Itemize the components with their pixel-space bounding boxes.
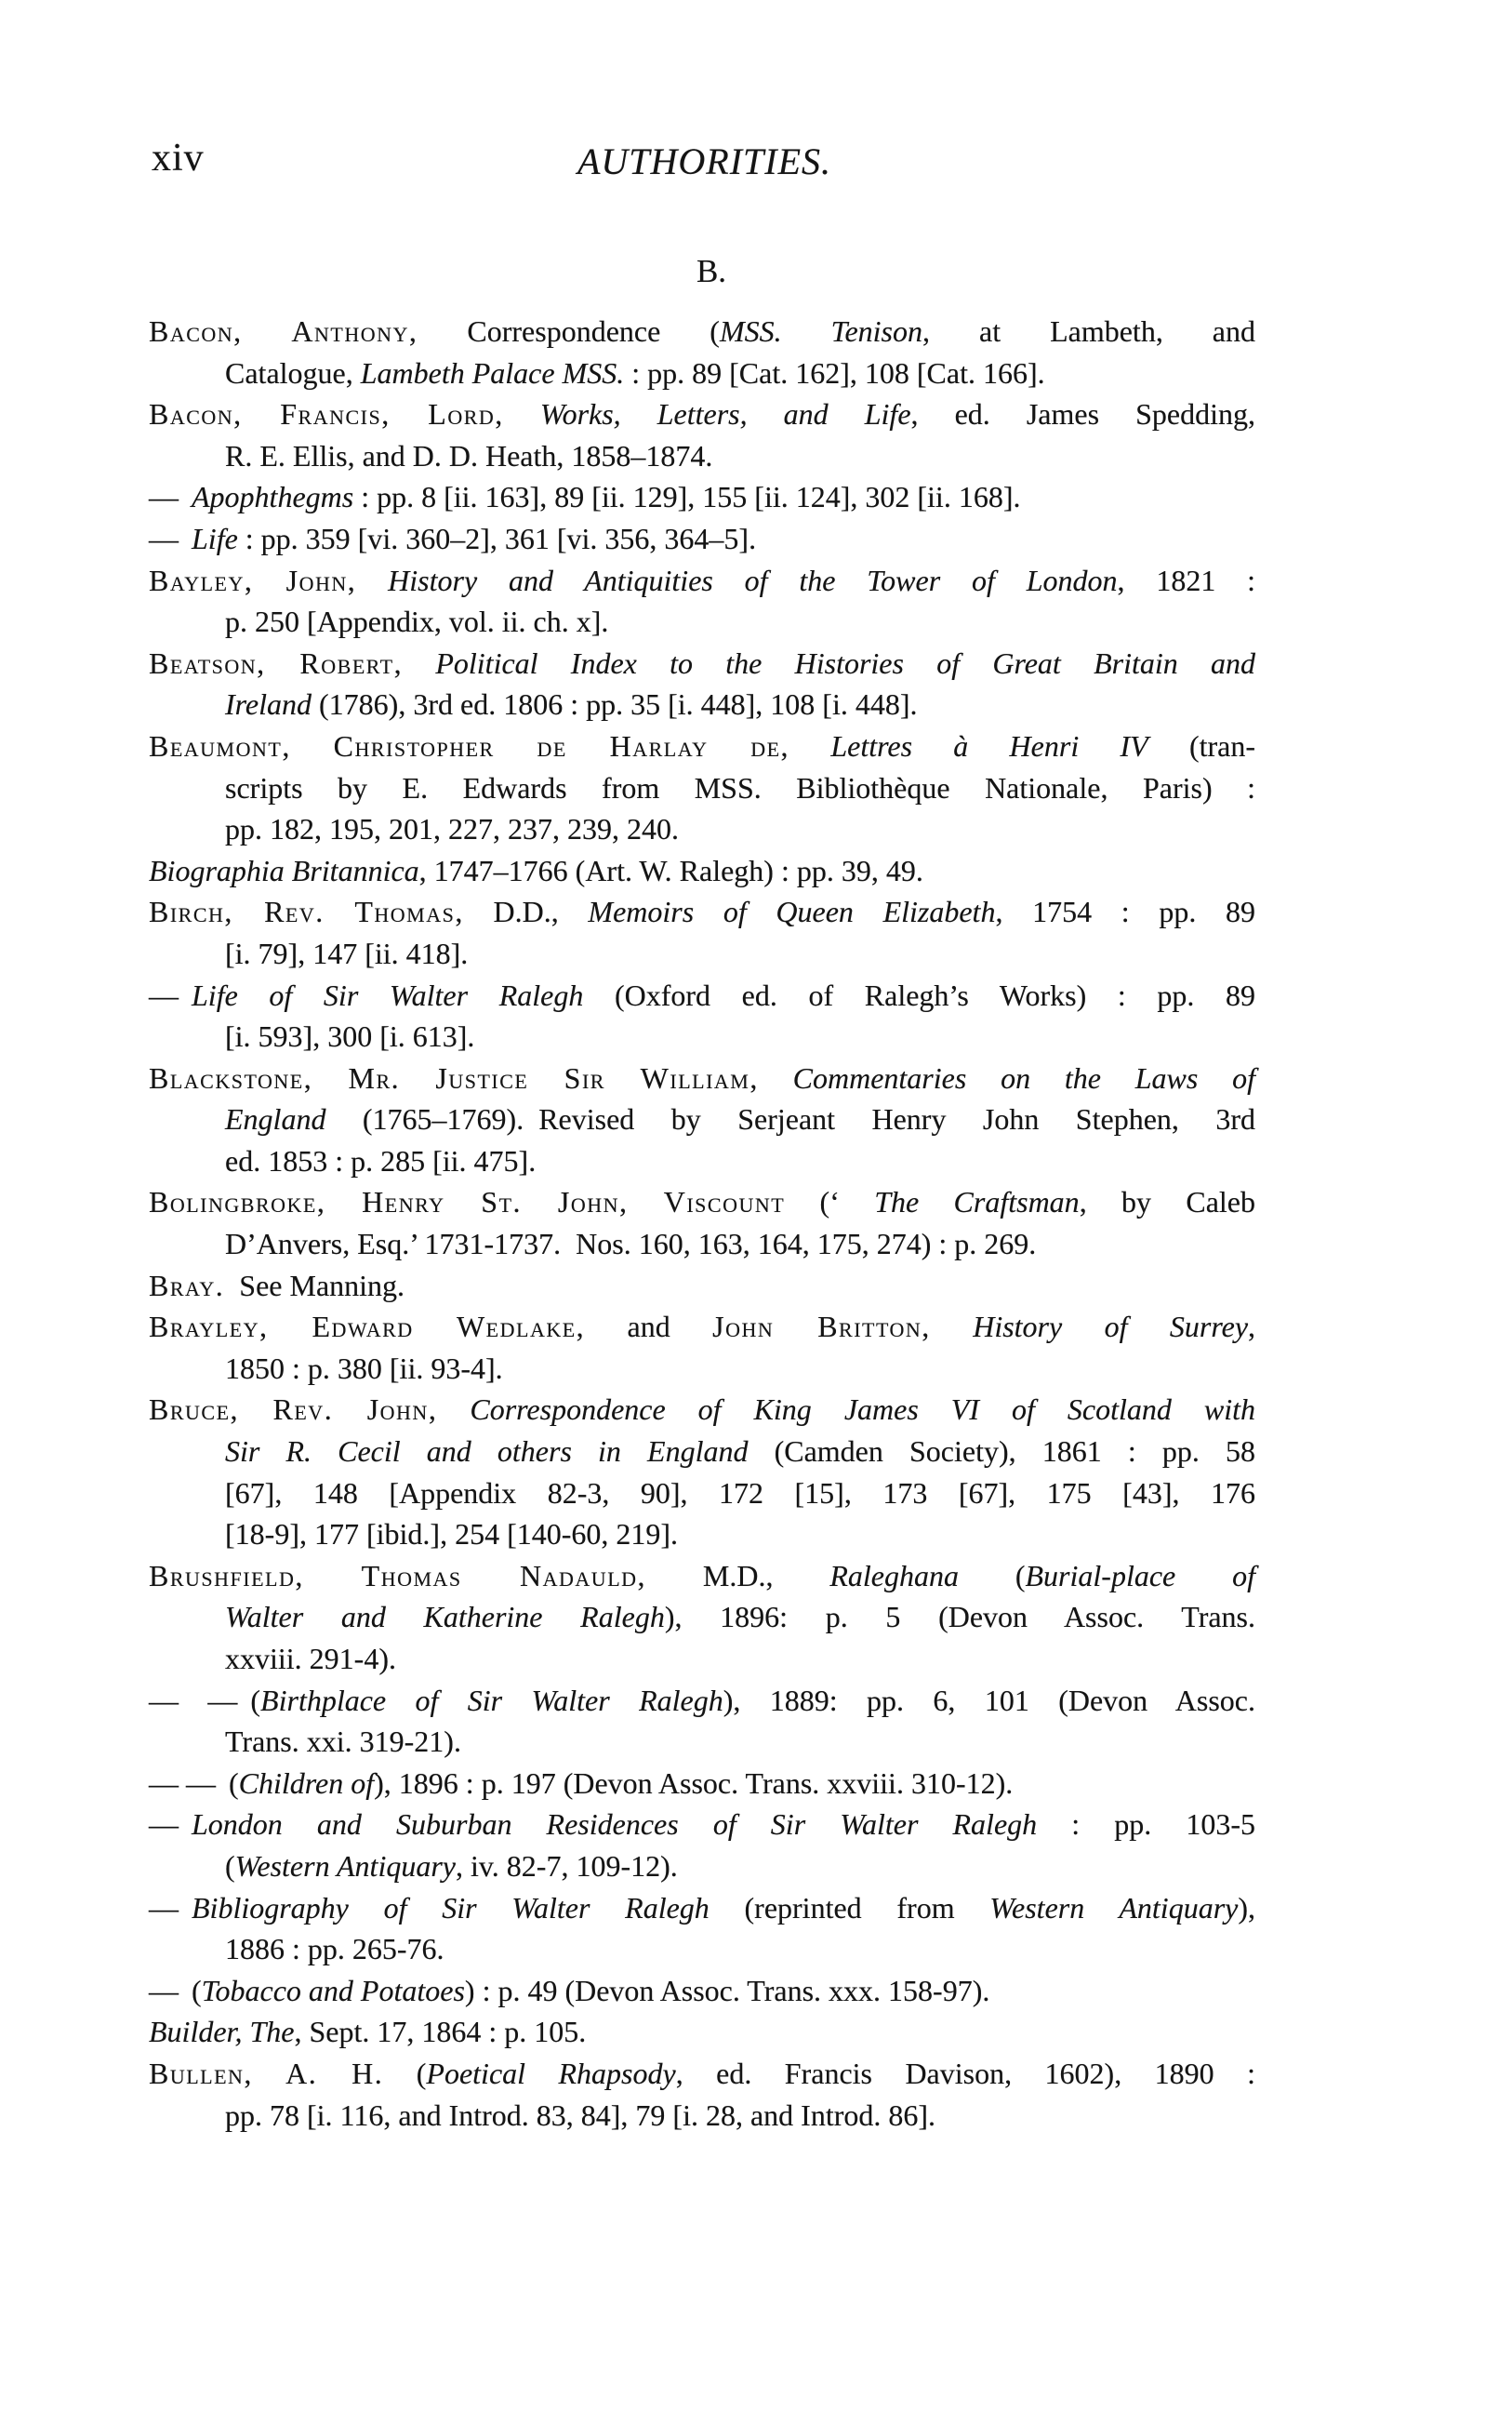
bibliography-entry bbox=[149, 1804, 1255, 1886]
text-segment: , iv. 82-7, 109-12). bbox=[455, 1848, 678, 1883]
text-segment: and bbox=[585, 1310, 713, 1344]
work-title: Tobacco and Potatoes bbox=[201, 1973, 465, 2007]
entry-line bbox=[149, 518, 1255, 560]
text-segment: , at Lambeth, and bbox=[922, 314, 1256, 348]
bibliography-entry bbox=[149, 1555, 1255, 1680]
text-segment: (Oxford ed. of Ralegh’s Works) : pp. 89 bbox=[583, 978, 1255, 1012]
text-segment: (reprinted from bbox=[709, 1890, 990, 1925]
text-segment: ( bbox=[229, 1765, 239, 1800]
work-title: Walter and Katherine Ralegh bbox=[225, 1600, 665, 1634]
work-title: Correspondence of King James VI of Scotland with bbox=[470, 1392, 1256, 1427]
text-segment: ( bbox=[192, 1973, 202, 2007]
section-letter: B. bbox=[696, 253, 727, 289]
work-title: Sir R. Cecil and others in England bbox=[225, 1434, 749, 1469]
text-segment: (tran- bbox=[1147, 728, 1255, 763]
entry-line bbox=[149, 1099, 1255, 1140]
entry-line bbox=[149, 2053, 1255, 2095]
text-segment: pp. 182, 195, 201, 227, 237, 239, 240. bbox=[225, 812, 679, 846]
bibliography-entry bbox=[149, 2053, 1255, 2136]
text-segment: : pp. 8 [ii. 163], 89 [ii. 129], 155 [ii. 124], 302 [ii. 168]. bbox=[353, 480, 1021, 514]
bibliography-entry bbox=[149, 393, 1255, 476]
bibliography-entry bbox=[149, 726, 1255, 850]
work-title: Children of bbox=[238, 1765, 375, 1800]
entry-line bbox=[149, 353, 1255, 394]
text-segment: (Camden Society), 1861 : pp. 58 bbox=[748, 1434, 1256, 1469]
text-segment bbox=[789, 729, 830, 763]
entry-line bbox=[149, 684, 1255, 726]
bibliography-entry bbox=[149, 1306, 1255, 1389]
entry-line bbox=[149, 1513, 1255, 1555]
text-segment: ( bbox=[383, 2056, 427, 2090]
work-title: London and Suburban Residences of Sir Walter Ralegh bbox=[192, 1807, 1038, 1842]
text-segment bbox=[504, 397, 540, 431]
text-segment bbox=[356, 564, 388, 597]
text-segment: M.D., bbox=[646, 1558, 830, 1592]
entry-line bbox=[149, 808, 1255, 850]
entry-line bbox=[149, 1804, 1255, 1845]
work-title: Life bbox=[192, 521, 238, 555]
bibliography-entry bbox=[149, 476, 1255, 518]
work-title: Birthplace of Sir Walter Ralegh bbox=[260, 1683, 723, 1717]
text-segment: : pp. 89 [Cat. 162], 108 [Cat. 166]. bbox=[624, 355, 1045, 390]
text-segment: ), 1896: p. 5 (Devon Assoc. Trans. bbox=[664, 1600, 1255, 1634]
author-name: Bray. bbox=[149, 1268, 225, 1302]
entry-line bbox=[149, 601, 1255, 643]
text-segment: [i. 79], 147 [ii. 418]. bbox=[225, 936, 469, 970]
text-segment: [i. 593], 300 [i. 613]. bbox=[225, 1019, 475, 1054]
entry-line bbox=[149, 1763, 1255, 1805]
entry-line bbox=[149, 1431, 1255, 1472]
bibliography-entry bbox=[149, 560, 1255, 643]
entry-line bbox=[149, 2011, 1255, 2053]
entry-line bbox=[149, 1638, 1255, 1680]
work-title: Burial-place of bbox=[1025, 1558, 1255, 1592]
text-segment bbox=[759, 1061, 793, 1095]
entry-line bbox=[149, 1181, 1255, 1223]
repeat-author-dash: — — bbox=[149, 1765, 216, 1800]
entry-line bbox=[149, 476, 1255, 518]
bibliography-entry bbox=[149, 518, 1255, 560]
text-segment: ( bbox=[958, 1558, 1026, 1592]
entry-line bbox=[149, 2095, 1255, 2137]
text-segment: 1886 : pp. 265-76. bbox=[225, 1932, 444, 1966]
author-name: Beatson, Robert, bbox=[149, 646, 404, 680]
text-segment: : pp. 103-5 bbox=[1037, 1807, 1256, 1842]
author-name: Bacon, Anthony, bbox=[149, 314, 418, 348]
work-title: Raleghana bbox=[829, 1558, 959, 1592]
author-name: Bolingbroke, Henry St. John, Viscount bbox=[149, 1185, 786, 1219]
author-name: Brayley, Edward Wedlake, bbox=[149, 1310, 586, 1344]
work-title: The Craftsman bbox=[874, 1185, 1080, 1219]
entries bbox=[149, 311, 1255, 2136]
work-title: Memoirs of Queen Elizabeth bbox=[588, 895, 996, 929]
work-title: Life of Sir Walter Ralegh bbox=[192, 978, 584, 1012]
text-segment: p. 250 [Appendix, vol. ii. ch. x]. bbox=[225, 605, 609, 639]
bibliography-entry bbox=[149, 643, 1255, 726]
text-segment: , 1747–1766 (Art. W. Ralegh) : pp. 39, 49. bbox=[418, 853, 923, 887]
author-name: Bacon, Francis, Lord, bbox=[149, 397, 504, 432]
work-title: Western Antiquary bbox=[989, 1890, 1239, 1925]
text-segment: D’Anvers, Esq.’ 1731-1737. Nos. 160, 163, 164, 175, 274) : p. 269. bbox=[225, 1227, 1037, 1261]
entry-line bbox=[149, 1928, 1255, 1970]
text-segment: pp. 78 [i. 116, and Introd. 83, 84], 79 [i. 28, and Introd. 86]. bbox=[225, 2098, 936, 2132]
work-title: England bbox=[225, 1102, 326, 1137]
text-segment: R. E. Ellis, and D. D. Heath, 1858–1874. bbox=[225, 438, 713, 473]
bibliography-entry bbox=[149, 1763, 1255, 1805]
work-title: Political Index to the Histories of Great Britain and bbox=[435, 646, 1256, 680]
work-title: Bibliography of Sir Walter Ralegh bbox=[192, 1890, 710, 1925]
text-segment: [18-9], 177 [ibid.], 254 [140-60, 219]. bbox=[225, 1517, 679, 1552]
work-title: Western Antiquary bbox=[234, 1848, 456, 1883]
repeat-author-dash: — bbox=[149, 1890, 179, 1925]
text-segment: Catalogue, bbox=[225, 355, 361, 390]
entry-line bbox=[149, 1016, 1255, 1058]
bibliography-entry bbox=[149, 1058, 1255, 1182]
entry-line bbox=[149, 1845, 1255, 1887]
entry-line bbox=[149, 1555, 1255, 1597]
author-name: John Britton, bbox=[712, 1310, 931, 1344]
entry-line bbox=[149, 1721, 1255, 1763]
entry-line bbox=[149, 975, 1255, 1017]
entry-line bbox=[149, 643, 1255, 685]
bibliography-entry bbox=[149, 1181, 1255, 1264]
entry-line bbox=[149, 560, 1255, 602]
bibliography-entry bbox=[149, 2011, 1255, 2053]
work-title: Lettres à Henri IV bbox=[830, 728, 1148, 763]
entry-line bbox=[149, 1058, 1255, 1099]
work-title: Commentaries on the Laws of bbox=[792, 1060, 1256, 1095]
entry-line bbox=[149, 1970, 1255, 2012]
text-segment: ), 1896 : p. 197 (Devon Assoc. Trans. xxviii. 310-12). bbox=[374, 1765, 1014, 1800]
text-segment: (‘ bbox=[785, 1185, 875, 1219]
text-segment: Correspondence ( bbox=[418, 314, 720, 348]
work-title: Works, Letters, and Life bbox=[539, 397, 911, 432]
work-title: Lambeth Palace MSS. bbox=[360, 355, 625, 390]
text-segment: ), bbox=[1238, 1890, 1255, 1925]
entry-line bbox=[149, 1472, 1255, 1514]
repeat-author-dash: — bbox=[149, 1807, 179, 1842]
text-segment: , Sept. 17, 1864 : p. 105. bbox=[294, 2015, 587, 2049]
page-number: xiv bbox=[152, 137, 205, 180]
text-segment bbox=[403, 646, 435, 680]
text-segment: [67], 148 [Appendix 82-3, 90], 172 [15], 173 [67], 175 [43], 176 bbox=[225, 1475, 1255, 1510]
text-segment: (1765–1769). Revised by Serjeant Henry John Stephen, 3rd bbox=[325, 1102, 1255, 1137]
running-title: AUTHORITIES. bbox=[577, 140, 832, 182]
bibliography-entry bbox=[149, 1389, 1255, 1554]
author-name: Bullen, A. H. bbox=[149, 2056, 384, 2090]
work-title: Poetical Rhapsody bbox=[426, 2056, 676, 2090]
running-header bbox=[149, 140, 1260, 183]
repeat-author-dash: — bbox=[149, 1973, 179, 2007]
author-name: Bruce, Rev. John, bbox=[149, 1392, 438, 1427]
text-segment: See Manning. bbox=[224, 1268, 405, 1302]
text-segment bbox=[931, 1310, 973, 1343]
text-segment: ) : p. 49 (Devon Assoc. Trans. xxx. 158-97). bbox=[464, 1973, 990, 2007]
text-segment: scripts by E. Edwards from MSS. Bibliothèque Nationale, Paris) : bbox=[225, 770, 1255, 805]
entry-line bbox=[149, 1680, 1255, 1722]
bibliography-entry bbox=[149, 1265, 1255, 1307]
work-title: Apophthegms bbox=[192, 480, 354, 514]
entry-line bbox=[149, 1306, 1255, 1348]
repeat-author-dash: — — bbox=[149, 1683, 238, 1717]
entry-line bbox=[149, 1887, 1255, 1929]
text-segment: ), 1889: pp. 6, 101 (Devon Assoc. bbox=[723, 1683, 1256, 1717]
work-title: History and Antiquities of the Tower of London bbox=[388, 563, 1118, 597]
repeat-author-dash: — bbox=[149, 521, 179, 555]
entry-line bbox=[149, 1389, 1255, 1431]
section-heading bbox=[149, 253, 1274, 290]
repeat-author-dash: — bbox=[149, 480, 179, 514]
bibliography-entry bbox=[149, 850, 1255, 892]
entry-line bbox=[149, 1265, 1255, 1307]
text-segment: , bbox=[1248, 1310, 1256, 1344]
text-segment: : pp. 359 [vi. 360–2], 361 [vi. 356, 364–5]. bbox=[237, 521, 757, 555]
text-segment: , ed. Francis Davison, 1602), 1890 : bbox=[675, 2056, 1256, 2090]
bibliography-entry bbox=[149, 975, 1255, 1058]
author-name: Blackstone, Mr. Justice Sir William, bbox=[149, 1060, 759, 1095]
work-title: Biographia Britannica bbox=[149, 853, 419, 887]
text-segment: , ed. James Spedding, bbox=[910, 397, 1256, 432]
text-segment bbox=[437, 1392, 470, 1426]
work-title: MSS. Tenison bbox=[719, 314, 923, 348]
entry-line bbox=[149, 393, 1255, 435]
text-segment: D.D., bbox=[463, 895, 589, 929]
bibliography-entry bbox=[149, 1680, 1255, 1763]
entry-line bbox=[149, 1596, 1255, 1638]
entry-line bbox=[149, 1140, 1255, 1182]
entry-line bbox=[149, 1348, 1255, 1390]
bibliography-entry bbox=[149, 1887, 1255, 1970]
entry-line bbox=[149, 435, 1255, 477]
bibliography-entry bbox=[149, 891, 1255, 974]
author-name: Brushfield, Thomas Nadauld, bbox=[149, 1558, 647, 1592]
entry-line bbox=[149, 933, 1255, 975]
work-title: Ireland bbox=[225, 687, 312, 722]
entry-line bbox=[149, 767, 1255, 809]
text-segment: , 1754 : pp. 89 bbox=[995, 895, 1256, 929]
text-segment: ed. 1853 : p. 285 [ii. 475]. bbox=[225, 1143, 537, 1178]
text-segment: , 1821 : bbox=[1117, 563, 1256, 597]
work-title: History of Surrey bbox=[973, 1310, 1249, 1344]
entry-line bbox=[149, 726, 1255, 767]
repeat-author-dash: — bbox=[149, 978, 179, 1012]
bibliography-entry bbox=[149, 1970, 1255, 2012]
author-name: Beaumont, Christopher de Harlay de, bbox=[149, 728, 790, 763]
text-segment: , by Caleb bbox=[1079, 1185, 1256, 1219]
entry-line bbox=[149, 311, 1255, 353]
text-segment: xxviii. 291-4). bbox=[225, 1642, 396, 1675]
author-name: Bayley, John, bbox=[149, 563, 357, 597]
author-name: Birch, Rev. Thomas, bbox=[149, 895, 464, 929]
entry-line bbox=[149, 891, 1255, 933]
text-segment: 1850 : p. 380 [ii. 93-4]. bbox=[225, 1351, 503, 1385]
work-title: Builder, The bbox=[149, 2015, 295, 2049]
entry-line bbox=[149, 850, 1255, 892]
entry-line bbox=[149, 1223, 1255, 1265]
text-segment: (1786), 3rd ed. 1806 : pp. 35 [i. 448], 108 [i. 448]. bbox=[312, 687, 918, 722]
text-segment: Trans. xxi. 319-21). bbox=[225, 1725, 461, 1759]
text-segment: ( bbox=[225, 1848, 235, 1883]
bibliography-entry bbox=[149, 311, 1255, 393]
text-segment: ( bbox=[250, 1683, 261, 1717]
